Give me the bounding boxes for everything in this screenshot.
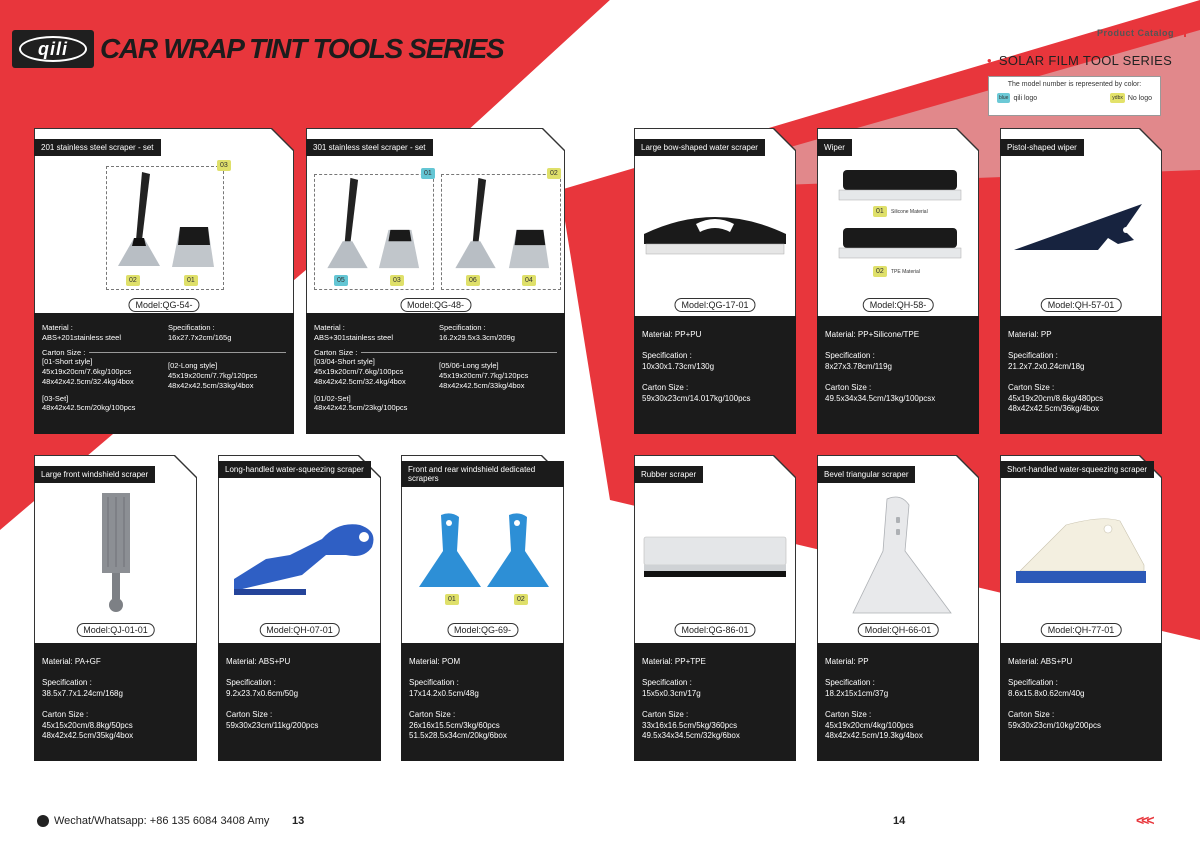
page-title-text: CAR WRAP TINT TOOLS SERIES	[100, 33, 504, 64]
spec-value: 8x27x3.78cm/119g	[825, 361, 893, 371]
card-specs	[817, 316, 979, 434]
spec-value: 38.5x7.7x1.24cm/168g	[42, 688, 123, 698]
variant-badge: 01	[445, 594, 459, 605]
card-label: Pistol-shaped wiper	[1000, 139, 1084, 156]
carton-value: 45x19x20cm/8.6kg/480pcs	[1008, 393, 1104, 403]
material-value: Material: PP+TPE	[642, 657, 706, 666]
variant-badge: 02	[126, 275, 140, 286]
carton-label: Carton Size :	[825, 383, 872, 393]
spec-label: Specification :	[168, 323, 215, 332]
product-card-bevel-triangular-scraper	[817, 455, 979, 761]
carton-value: 48x42x42.5cm/36kg/4box	[1008, 403, 1100, 413]
model-number: Model:QH-07-01	[259, 623, 340, 637]
carton-value: 48x42x42.5cm/32.4kg/4box	[42, 376, 134, 386]
material-value: Material: ABS+PU	[1008, 657, 1073, 666]
rubber-scraper-image	[642, 533, 788, 581]
windshield-scraper-image	[96, 491, 136, 617]
spec-value: 16x27.7x2cm/165g	[168, 332, 232, 342]
carton-label: Carton Size :	[1008, 383, 1055, 393]
carton-value: 48x42x42.5cm/23kg/100pcs	[314, 403, 408, 413]
series-title: • SOLAR FILM TOOL SERIES	[987, 53, 1173, 68]
bow-scraper-image	[640, 206, 790, 258]
contact-info	[37, 815, 269, 827]
carton-label: Carton Size :	[642, 383, 689, 393]
yellow-swatch-icon: ydbx	[1112, 95, 1123, 101]
scraper-short-image	[502, 226, 556, 270]
spec-value: 17x14.2x0.5cm/48g	[409, 688, 479, 698]
wiper-tpe-image	[835, 226, 965, 262]
card-specs	[1000, 316, 1162, 434]
carton-value: 48x42x42.5cm/33kg/4box	[168, 380, 254, 390]
spec-value: 16.2x29.5x3.3cm/209g	[439, 332, 515, 342]
card-specs	[218, 643, 381, 761]
model-number: Model:QJ-01-01	[76, 623, 155, 637]
carton-value: 59x30x23cm/14.017kg/100pcs	[642, 393, 751, 403]
model-number: Model:QG-54-	[128, 298, 199, 312]
carton-value: 45x19x20cm/7.6kg/100pcs	[42, 367, 132, 376]
material-value: Material: PP	[1008, 330, 1052, 339]
card-specs	[306, 313, 565, 434]
legend-item-yellow: ydbx No logo	[1112, 94, 1152, 102]
legend-item-blue: blue qili logo	[999, 94, 1038, 102]
model-number: Model:QH-57-01	[1041, 298, 1122, 312]
material-value: Material: PP+Silicone/TPE	[825, 330, 920, 339]
variant-badge: 04	[522, 275, 536, 286]
variant-badge: 03	[217, 160, 231, 171]
carton-value: 33x16x16.5cm/5kg/360pcs	[642, 720, 738, 730]
card-specs	[634, 643, 796, 761]
carton-label: Carton Size :	[1008, 710, 1055, 720]
page-title	[94, 30, 523, 68]
card-label: Front and rear windshield dedicated scrapers	[401, 461, 564, 487]
spec-label: Specification :	[825, 678, 875, 688]
carton-value: 45x19x20cm/7.6kg/100pcs	[314, 367, 404, 376]
pistol-wiper-image	[1012, 200, 1152, 260]
carton-value: 49.5x34x34.5cm/13kg/100pcsx	[825, 393, 936, 403]
product-card-long-handled-squeeze-scraper	[218, 455, 381, 761]
material-value: Material: ABS+PU	[226, 657, 291, 666]
scraper-long-image	[448, 176, 504, 272]
legend-title: The model number is represented by color:	[1007, 81, 1142, 88]
spec-value: 10x30x1.73cm/130g	[642, 361, 715, 371]
carton-group-title: [01-Short style]	[42, 357, 93, 367]
carton-label: Carton Size :	[314, 347, 358, 357]
carton-group-title: [05/06-Long style]	[439, 361, 499, 371]
spec-label: Specification :	[825, 351, 875, 361]
spec-label: Specification :	[642, 678, 692, 688]
variant-badge: 03	[390, 275, 404, 286]
material-label: Material :	[314, 323, 345, 332]
product-card-wiper	[817, 128, 979, 434]
product-card-bow-water-scraper	[634, 128, 796, 434]
carton-label: Carton Size :	[409, 710, 456, 720]
variant-badge: 02	[873, 266, 887, 277]
card-label: Wiper	[817, 139, 852, 156]
spec-label: Specification :	[409, 678, 459, 688]
spec-value: 21.2x7.2x0.24cm/18g	[1008, 361, 1085, 371]
variant-caption: Silicone Material	[891, 209, 928, 215]
card-specs	[634, 316, 796, 434]
model-number: Model:QG-17-01	[674, 298, 755, 312]
product-card-large-front-windshield-scraper	[34, 455, 197, 761]
contact-text: Wechat/Whatsapp: +86 135 6084 3408 Amy	[54, 815, 270, 827]
triangular-scraper-image	[847, 495, 957, 617]
windshield-scraper-02-image	[485, 511, 551, 591]
page-number-right: 14	[893, 815, 906, 827]
product-card-front-rear-windshield-scrapers	[401, 455, 564, 761]
carton-value: 45x19x20cm/4kg/100pcs	[825, 720, 914, 730]
carton-value: 26x16x15.5cm/3kg/60pcs	[409, 720, 500, 730]
scraper-short-image	[168, 223, 218, 269]
material-value: Material: PP	[825, 657, 869, 666]
model-number: Model:QG-86-01	[674, 623, 755, 637]
corner-mark-icon	[1178, 29, 1186, 37]
spec-value: 9.2x23.7x0.6cm/50g	[226, 688, 299, 698]
material-value: Material: PP+PU	[642, 330, 702, 339]
card-specs	[34, 643, 197, 761]
card-label: Short-handled water-squeezing scraper	[1000, 461, 1154, 478]
carton-group-title: [01/02-Set]	[314, 393, 351, 403]
card-label: 301 stainless steel scraper - set	[306, 139, 433, 156]
material-value: ABS+301stainless steel	[314, 332, 394, 342]
card-specs	[1000, 643, 1162, 761]
card-specs	[817, 643, 979, 761]
blue-swatch-icon: blue	[999, 95, 1009, 101]
variant-badge: 06	[466, 275, 480, 286]
carton-label: Carton Size :	[226, 710, 273, 720]
card-specs	[401, 643, 564, 761]
scraper-short-image	[372, 226, 426, 270]
material-value: ABS+201stainless steel	[42, 332, 122, 342]
variant-caption: TPE Material	[891, 269, 920, 275]
card-label: 201 stainless steel scraper - set	[34, 139, 161, 156]
spec-label: Specification :	[642, 351, 692, 361]
spec-value: 8.6x15.8x0.62cm/40g	[1008, 688, 1085, 698]
spec-value: 15x5x0.3cm/17g	[642, 688, 701, 698]
model-number: Model:QG-69-	[447, 623, 518, 637]
card-label: Bevel triangular scraper	[817, 466, 915, 483]
long-handled-scraper-image	[230, 519, 380, 599]
variant-badge: 01	[421, 168, 435, 179]
spec-value: 18.2x15x1cm/37g	[825, 688, 889, 698]
chevron-left-icon: <<<	[1136, 812, 1152, 828]
logo-text: qili	[19, 36, 87, 62]
product-card-pistol-wiper	[1000, 128, 1162, 434]
product-card-rubber-scraper	[634, 455, 796, 761]
material-value: Material: POM	[409, 657, 461, 666]
carton-value: 48x42x42.5cm/19.3kg/4box	[825, 730, 923, 740]
carton-value: 48x42x42.5cm/32.4kg/4box	[314, 376, 406, 386]
model-number: Model:QH-66-01	[858, 623, 939, 637]
scraper-long-image	[112, 170, 167, 270]
carton-value: 45x19x20cm/7.7kg/120pcs	[168, 371, 258, 380]
short-handled-scraper-image	[1012, 515, 1152, 595]
carton-value: 48x42x42.5cm/20kg/100pcs	[42, 403, 136, 413]
color-legend	[988, 76, 1161, 116]
carton-label: Carton Size :	[642, 710, 689, 720]
catalog-label: Product Catalog	[1096, 28, 1174, 38]
qili-logo	[12, 30, 94, 68]
model-number: Model:QG-48-	[400, 298, 471, 312]
model-number: Model:QH-77-01	[1041, 623, 1122, 637]
wiper-silicone-image	[835, 168, 965, 204]
carton-label: Carton Size :	[42, 710, 89, 720]
carton-value: 59x30x23cm/11kg/200pcs	[226, 720, 319, 730]
carton-label: Carton Size :	[825, 710, 872, 720]
carton-value: 45x19x20cm/7.7kg/120pcs	[439, 371, 529, 380]
carton-group-title: [03-Set]	[42, 393, 69, 403]
carton-group-title: [02-Long style]	[168, 361, 218, 371]
page-number-left: 13	[292, 815, 305, 827]
variant-badge: 01	[873, 206, 887, 217]
variant-badge: 01	[184, 275, 198, 286]
variant-badge: 02	[547, 168, 561, 179]
card-specs	[34, 313, 294, 434]
spec-label: Specification :	[226, 678, 276, 688]
spec-label: Specification :	[1008, 678, 1058, 688]
product-card-201-scraper-set	[34, 128, 294, 434]
scraper-long-image	[320, 176, 376, 272]
card-label: Long-handled water-squeezing scraper	[218, 461, 371, 478]
carton-value: 49.5x34x34.5cm/32kg/6box	[642, 730, 740, 740]
product-card-short-handled-squeeze-scraper	[1000, 455, 1162, 761]
windshield-scraper-01-image	[417, 511, 483, 591]
carton-value: 51.5x28.5x34cm/20kg/6box	[409, 730, 507, 740]
variant-badge: 05	[334, 275, 348, 286]
spec-label: Specification :	[42, 678, 92, 688]
carton-value: 48x42x42.5cm/33kg/4box	[439, 380, 525, 390]
variant-badge: 02	[514, 594, 528, 605]
carton-label: Carton Size :	[42, 347, 86, 357]
card-label: Large bow-shaped water scraper	[634, 139, 765, 156]
phone-icon	[37, 815, 49, 827]
model-number: Model:QH-58-	[863, 298, 934, 312]
spec-label: Specification :	[1008, 351, 1058, 361]
bullet-icon: •	[987, 53, 992, 68]
material-value: Material: PA+GF	[42, 657, 101, 666]
carton-group-title: [03/04-Short style]	[314, 357, 375, 367]
card-label: Large front windshield scraper	[34, 466, 155, 483]
carton-value: 59x30x23cm/10kg/200pcs	[1008, 720, 1101, 730]
spec-label: Specification :	[439, 323, 486, 332]
material-label: Material :	[42, 323, 73, 332]
carton-value: 45x15x20cm/8.8kg/50pcs	[42, 720, 133, 730]
carton-value: 48x42x42.5cm/35kg/4box	[42, 730, 134, 740]
card-label: Rubber scraper	[634, 466, 703, 483]
product-card-301-scraper-set	[306, 128, 565, 434]
